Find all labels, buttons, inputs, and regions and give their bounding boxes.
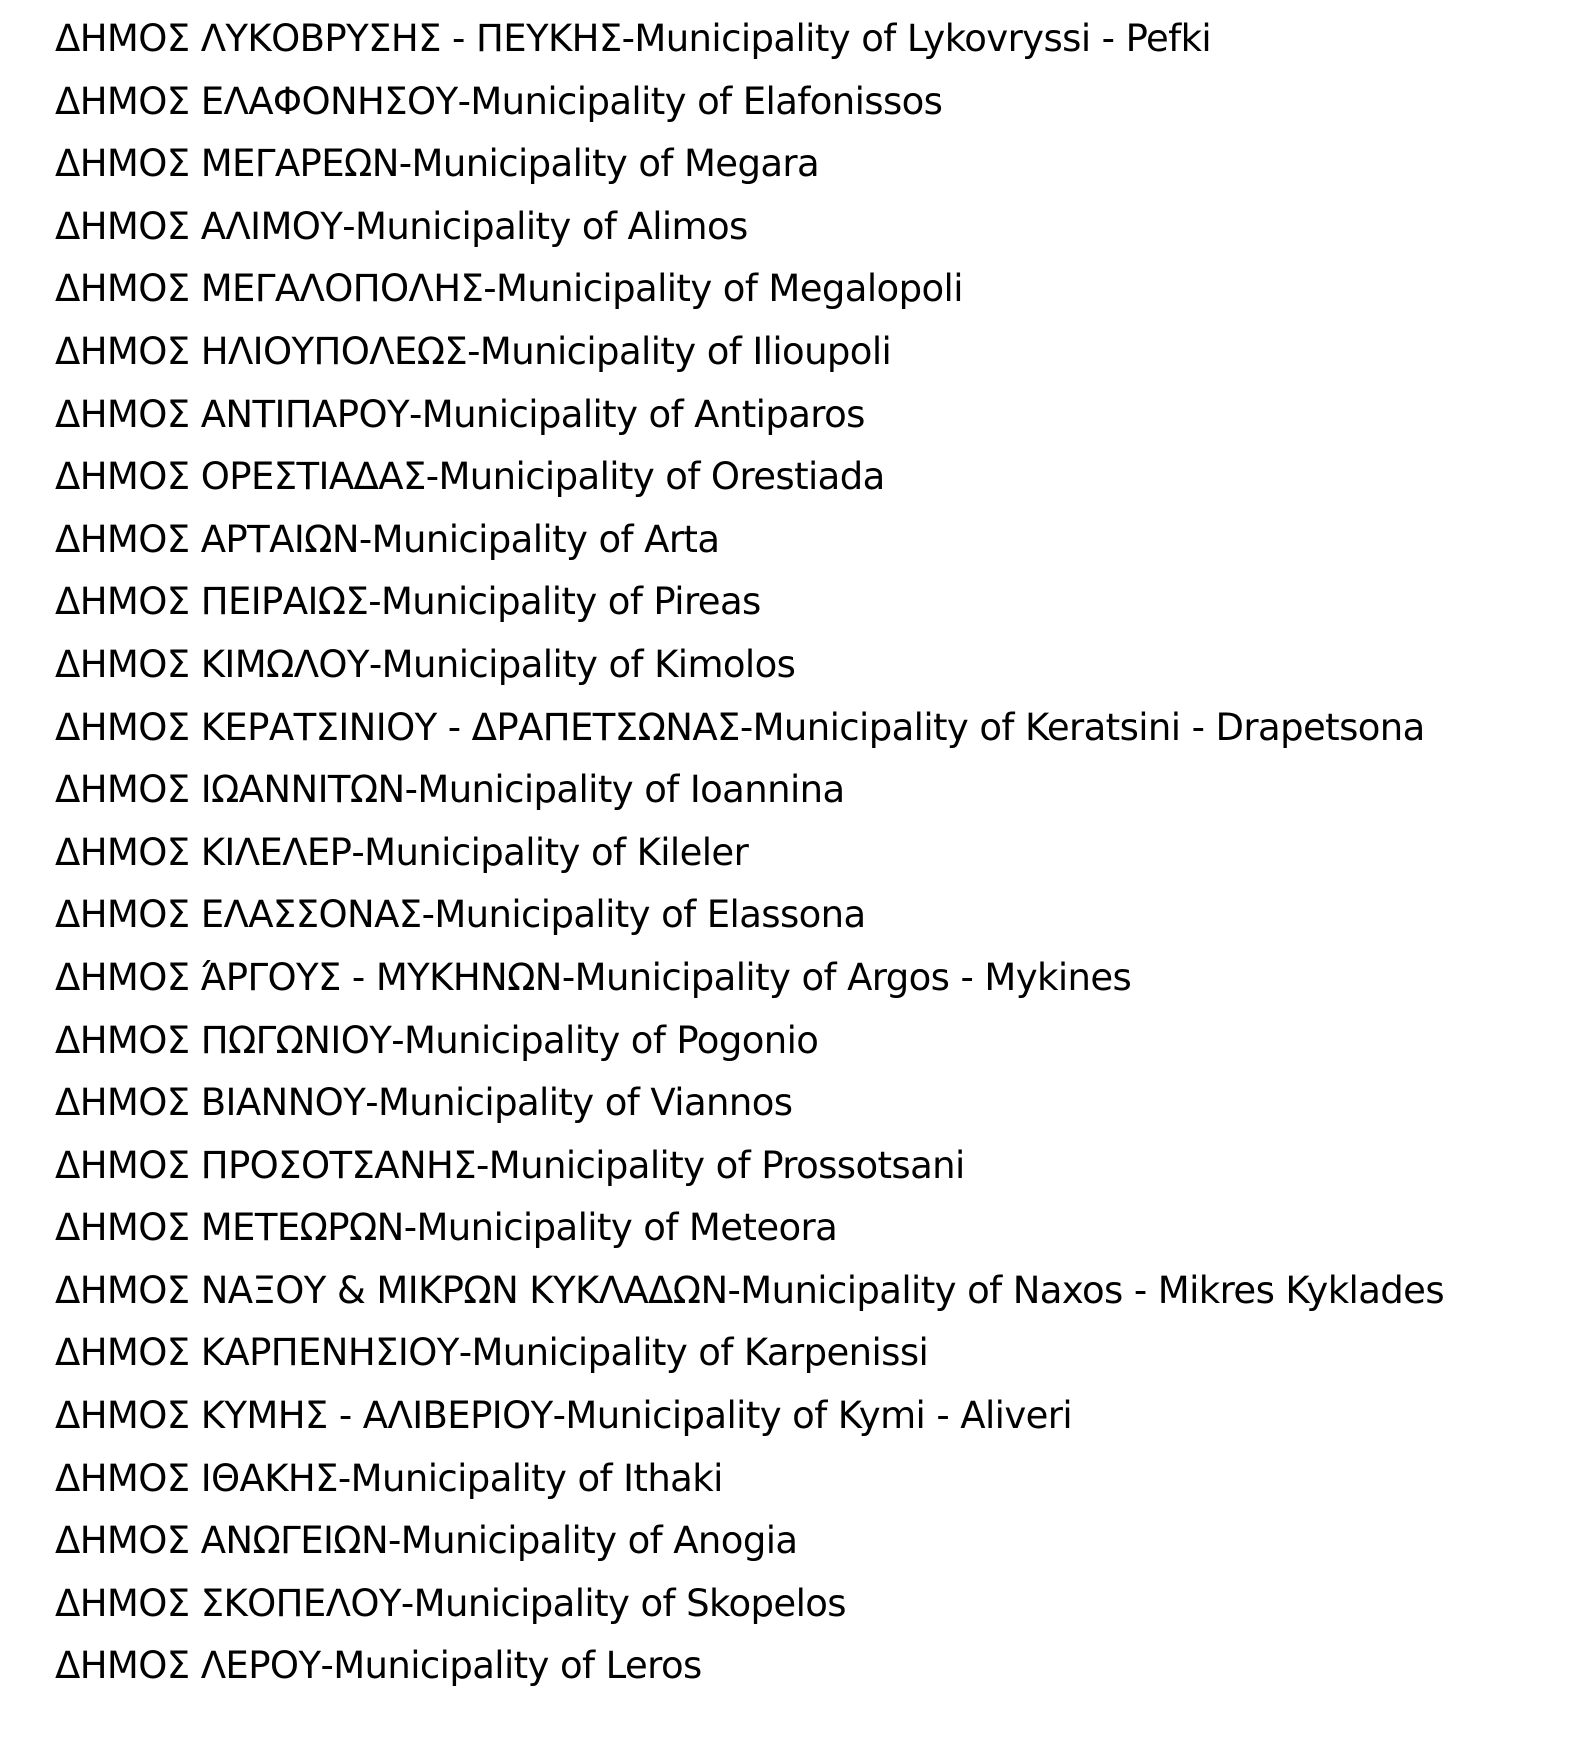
list-item: ΔΗΜΟΣ ΚΥΜΗΣ - ΑΛΙΒΕΡΙΟΥ-Municipality of Kymi - Aliveri [55,1394,1073,1438]
municipality-list [55,8,1444,1698]
list-item: ΔΗΜΟΣ ΚΙΜΩΛΟΥ-Municipality of Kimolos [55,642,796,686]
list-item: ΔΗΜΟΣ ΜΕΓΑΛΟΠΟΛΗΣ-Municipality of Megalopoli [55,267,963,311]
list-item: ΔΗΜΟΣ ΣΚΟΠΕΛΟΥ-Municipality of Skopelos [55,1581,846,1625]
list-item: ΔΗΜΟΣ ΛΥΚΟΒΡΥΣΗΣ - ΠΕΥΚΗΣ-Municipality of Lykovryssi - Pefki [55,17,1212,60]
list-item: ΔΗΜΟΣ ΕΛΑΣΣΟΝΑΣ-Municipality of Elassona [55,893,866,937]
list-item: ΔΗΜΟΣ ΒΙΑΝΝΟΥ-Municipality of Viannos [55,1081,793,1125]
list-item: ΔΗΜΟΣ ΑΡΤΑΙΩΝ-Municipality of Arta [55,517,720,561]
list-item: ΔΗΜΟΣ ΚΕΡΑΤΣΙΝΙΟΥ - ΔΡΑΠΕΤΣΩΝΑΣ-Municipality of Keratsini - Drapetsona [55,705,1425,749]
list-item: ΔΗΜΟΣ ΜΕΓΑΡΕΩΝ-Municipality of Megara [55,142,820,186]
list-item: ΔΗΜΟΣ ΚΙΛΕΛΕΡ-Municipality of Kileler [55,830,749,874]
list-item: ΔΗΜΟΣ ΚΑΡΠΕΝΗΣΙΟΥ-Municipality of Karpenissi [55,1331,929,1375]
list-item: ΔΗΜΟΣ ΑΝΤΙΠΑΡΟΥ-Municipality of Antiparos [55,392,865,436]
list-item: ΔΗΜΟΣ ΝΑΞΟΥ & ΜΙΚΡΩΝ ΚΥΚΛΑΔΩΝ-Municipality of Naxos - Mikres Kyklades [55,1268,1445,1312]
list-item: ΔΗΜΟΣ ΗΛΙΟΥΠΟΛΕΩΣ-Municipality of Ilioupoli [55,329,892,373]
list-item: ΔΗΜΟΣ ΆΡΓΟΥΣ - ΜΥΚΗΝΩΝ-Municipality of Argos - Mykines [55,955,1132,999]
list-item: ΔΗΜΟΣ ΑΝΩΓΕΙΩΝ-Municipality of Anogia [55,1519,798,1563]
list-item: ΔΗΜΟΣ ΠΩΓΩΝΙΟΥ-Municipality of Pogonio [55,1018,819,1062]
list-item: ΔΗΜΟΣ ΠΡΟΣΟΤΣΑΝΗΣ-Municipality of Prossotsani [55,1143,965,1187]
list-item: ΔΗΜΟΣ ΟΡΕΣΤΙΑΔΑΣ-Municipality of Orestiada [55,455,885,499]
list-item: ΔΗΜΟΣ ΛΕΡΟΥ-Municipality of Leros [55,1644,702,1688]
list-item: ΔΗΜΟΣ ΙΘΑΚΗΣ-Municipality of Ithaki [55,1456,723,1500]
list-item: ΔΗΜΟΣ ΕΛΑΦΟΝΗΣΟΥ-Municipality of Elafonissos [55,79,943,123]
list-item: ΔΗΜΟΣ ΑΛΙΜΟΥ-Municipality of Alimos [55,204,748,248]
list-item: ΔΗΜΟΣ ΠΕΙΡΑΙΩΣ-Municipality of Pireas [55,580,761,624]
list-item: ΔΗΜΟΣ ΙΩΑΝΝΙΤΩΝ-Municipality of Ioannina [55,768,845,812]
list-item: ΔΗΜΟΣ ΜΕΤΕΩΡΩΝ-Municipality of Meteora [55,1206,838,1250]
